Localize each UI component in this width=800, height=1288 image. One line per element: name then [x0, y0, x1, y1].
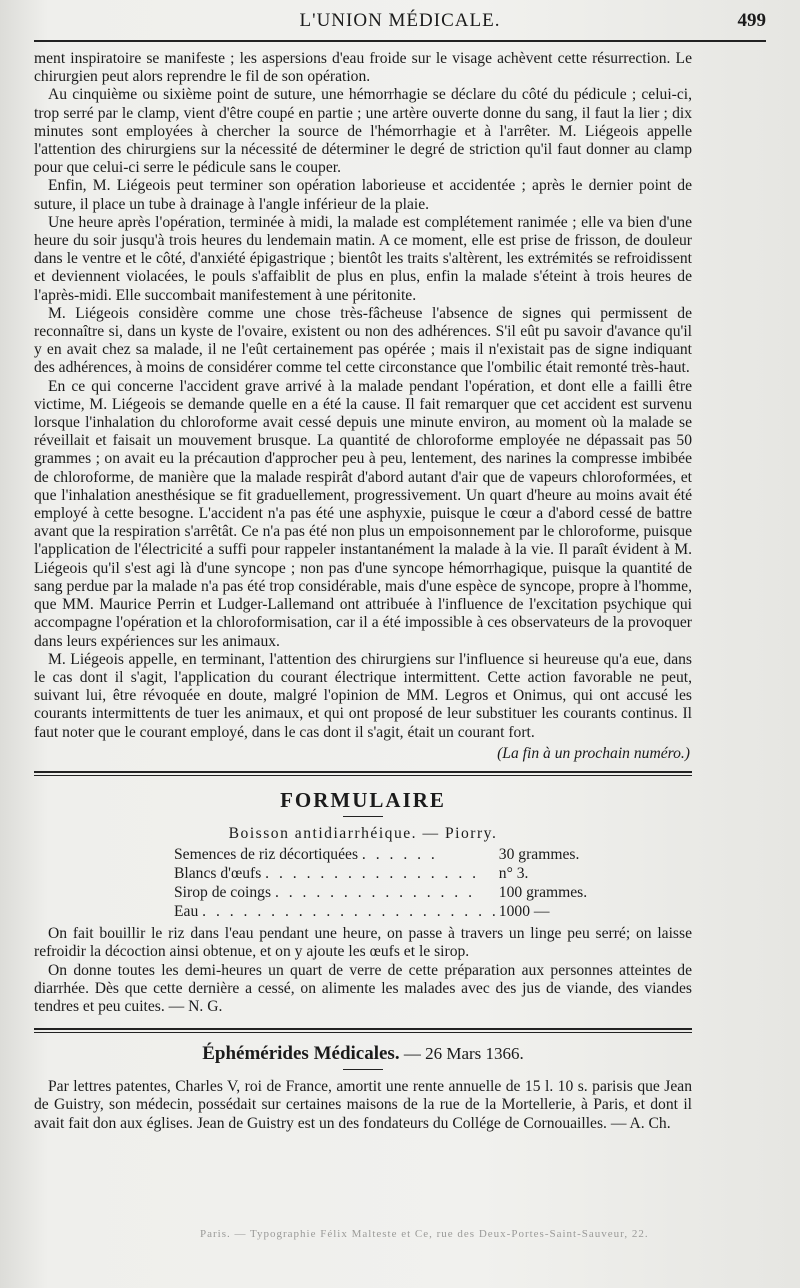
ingredient-qty: 30 grammes. — [498, 846, 580, 864]
section-divider — [34, 771, 692, 776]
article-section — [34, 50, 692, 763]
recipe-row: Semences de riz décortiquées . . . . . . 30 grammes. — [174, 845, 587, 864]
formulaire-section — [34, 788, 692, 1016]
article-paragraph: Une heure après l'opération, terminée à midi, la malade est complétement ranimée ; elle va bien d'une heure du soir jusqu'à trois heures du lendemain matin. A ce moment, elle est prise de frisson, de douleur dans le ventre et le côté, d'anxiété épigastrique ; bientôt les traits s'altèrent, les extrémités se refroidissent et deviennent violacées, le pouls s'affaiblit de plus en plus, enfin la malade s'éteint à trois heures de l'après-midi. Elle succombait manifestement à une péritonite. — [34, 213, 692, 304]
recipe-row: Sirop de coings . . . . . . . . . . . . . . . 100 grammes. — [174, 884, 588, 902]
section-divider — [34, 1028, 692, 1030]
ephemerides-section — [34, 1043, 692, 1133]
formulaire-paragraph: On fait bouillir le riz dans l'eau pendant une heure, on passe à travers un linge peu serré; on laisse refroidir la décoction ainsi obtenue, et on y ajoute les œufs et le sirop. — [34, 925, 692, 961]
recipe-row: Eau . . . . . . . . . . . . . . . . . . . . . . 1000 — — [174, 902, 587, 921]
article-paragraph: M. Liégeois appelle, en terminant, l'attention des chirurgiens sur l'influence si heureuse qu'a eue, dans le cas dont il s'agit, l'application du courant électrique intermittent. Cette action favorable ne peut, suivant lui, être révoquée en doute, malgré l'opinion de MM. Legros et Onimus, qui ont accusé les courants intermittents de tuer les animaux, et qui ont proposé de leur substituer les courants continus. Il faut noter que le courant employé, dans le cas dont il s'agit, était un courant fort. — [34, 650, 692, 741]
recipe-table — [174, 845, 587, 921]
page-number: 499 — [737, 10, 766, 31]
header-rule — [34, 40, 766, 42]
ingredient-qty: 100 grammes. — [498, 884, 588, 902]
ephemerides-heading — [34, 1043, 692, 1065]
ephemerides-paragraph: Par lettres patentes, Charles V, roi de France, amortit une rente annuelle de 15 l. 10 s. parisis que Jean de Guistry, son médecin, possédait sur certaines maisons de la rue de la Mortellerie, à Paris, et dont il avait fait don aux églises. Jean de Guistry est un des fondateurs du Collége de Cornouailles. — A. Ch. — [34, 1078, 692, 1132]
article-paragraph: M. Liégeois considère comme une chose très-fâcheuse l'absence de signes qui permissent de reconnaître si, dans un kyste de l'ovaire, existent ou non des adhérences. S'il eût pu savoir d'avance qu'il y en avait chez sa malade, il ne l'eût certainement pas opérée ; mais il n'existait pas de signe indiquant des adhérences, à moins de considérer comme tel cette circonstance que l'ombilic était remonté très-haut. — [34, 304, 692, 377]
ingredient-name: Semences de riz décortiquées — [174, 846, 359, 864]
section-divider-thin — [34, 1032, 692, 1033]
recipe-title: Boisson antidiarrhéique. — Piorry. — [228, 824, 498, 842]
ingredient-qty: n° 3. — [498, 865, 529, 883]
page-content — [34, 50, 692, 1133]
ingredient-qty: 1000 — — [498, 903, 550, 921]
page-header — [34, 10, 766, 38]
article-paragraph: ment inspiratoire se manifeste ; les aspersions d'eau froide sur le visage achèvent cette résurrection. Le chirurgien peut alors reprendre le fil de son opération. — [34, 50, 692, 86]
recipe-row: Blancs d'œufs . . . . . . . . . . . . . . . . n° 3. — [174, 864, 587, 883]
short-divider — [343, 816, 383, 817]
ingredient-name: Eau — [174, 903, 199, 921]
article-paragraph: En ce qui concerne l'accident grave arrivé à la malade pendant l'opération, et dont elle a failli être victime, M. Liégeois se demande quelle en a été la cause. Il fait remarquer que cet accident est survenu lorsque l'inhalation du chloroforme avait cessé depuis une minute environ, au moment où la malade se réveillait et faisait un mouvement brusque. La quantité de chloroforme employée ne dépassait pas 50 grammes ; on avait eu la précaution d'approcher peu à peu, lentement, des narines la compresse imbibée de chloroforme, de manière que la malade respirât d'abord autant d'air que de vapeurs chloroformées, et que l'inhalation anesthésique se fit graduellement, progressivement. Un quart d'heure au moins avait été employé à cette besogne. L'accident n'a pas été une asphyxie, puisque le cœur a d'abord cessé de battre avant que la respiration s'arrêtât. Ce n'a pas été non plus un empoisonnement par le chloroforme, puisque l'application de l'électricité a suffi pour rappeler instantanément la malade à la vie. Il paraît évident à M. Liégeois qu'il s'est agi là d'une syncope ; non pas d'une syncope hémorrhagique, puisque la quantité de sang perdue par la malade n'a pas été trop considérable, mais d'une espèce de syncope, propre à l'homme, que MM. Maurice Perrin et Ludger-Lallemand ont attribuée à l'influence de l'excitation psychique qui accompagne l'opération et la chloroformisation, car il a été impossible à ces observateurs de la provoquer dans leurs expériences sur les animaux. — [34, 377, 692, 650]
article-paragraph: Au cinquième ou sixième point de suture, une hémorrhagie se déclare du côté du pédicule ; celui-ci, trop serré par le clamp, vient d'être coupé en partie ; une artère ouverte donne du sang, il faut la lier ; dix minutes sont employées à chercher la source de l'hémorrhagie et à l'arrêter. M. Liégeois appelle l'attention des chirurgiens sur la nécessité de déterminer le degré de striction qu'il faut donner au clamp pour que celui-ci serre le pédicule sans le couper. — [34, 86, 692, 177]
running-title: L'UNION MÉDICALE. — [299, 10, 501, 31]
ingredient-name: Blancs d'œufs — [174, 865, 262, 883]
formulaire-title: FORMULAIRE — [280, 787, 446, 812]
formulaire-paragraph: On donne toutes les demi-heures un quart de verre de cette préparation aux personnes atteintes de diarrhée. Dès que cette dernière a cessé, on alimente les malades avec des jus de viande, des viandes tendres et peu cuites. — N. G. — [34, 961, 692, 1015]
ingredient-name: Sirop de coings — [174, 884, 272, 902]
short-divider — [343, 1069, 383, 1070]
printer-imprint: Paris. — Typographie Félix Malteste et Ce, rue des Deux-Portes-Saint-Sauveur, 22. — [200, 1228, 649, 1240]
ephemerides-date: — 26 Mars 1366. — [403, 1044, 524, 1064]
ephemerides-title: Éphémérides Médicales. — [202, 1043, 400, 1065]
article-paragraph: Enfin, M. Liégeois peut terminer son opération laborieuse et accidentée ; après le dernier point de suture, il place un tube à drainage à l'angle inférieur de la plaie. — [34, 177, 692, 213]
continuation-note: (La fin à un prochain numéro.) — [497, 744, 690, 762]
